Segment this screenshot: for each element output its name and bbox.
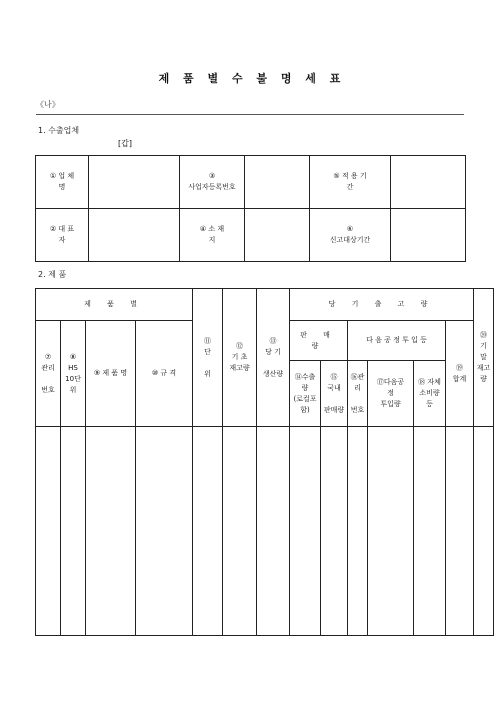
body-cell[interactable] [446, 427, 474, 636]
business-reg-value[interactable] [245, 156, 310, 209]
body-cell[interactable] [257, 427, 290, 636]
exporter-table [35, 155, 466, 262]
section-gap-label: [갑] [118, 139, 132, 148]
section-product-heading: 2. 제 품 [38, 270, 67, 279]
divider [36, 114, 464, 115]
unit-header: ⑪ 단 위 [193, 289, 223, 427]
body-cell[interactable] [414, 427, 446, 636]
company-name-label: ① 업 체 명 [36, 156, 89, 209]
body-cell[interactable] [474, 427, 494, 636]
form-tag: 《나》 [36, 100, 60, 109]
address-value[interactable] [245, 209, 310, 262]
product-name-header: ⑨ 제 품 명 [86, 321, 136, 427]
self-consumption-header: ⑱ 자체 소비량 등 [414, 361, 446, 427]
business-reg-label: ③ 사업자등록번호 [180, 156, 245, 209]
body-cell[interactable] [290, 427, 321, 636]
next-process-input-header: ⑰다음공 정 투입량 [368, 361, 414, 427]
period-value[interactable] [391, 156, 466, 209]
by-product-header: 제 품 별 [36, 289, 193, 321]
address-label: ④ 소 재 지 [180, 209, 245, 262]
body-cell[interactable] [348, 427, 368, 636]
production-header: ⑬ 당 기 생산량 [257, 289, 290, 427]
management-no2-header: ⑯관 리 번호 [348, 361, 368, 427]
management-no-header: ⑦ 관리 번호 [36, 321, 61, 427]
closing-stock-header: ⑳ 기 말 재고 량 [474, 289, 494, 427]
sales-header: 판 매 량 [290, 321, 348, 361]
body-cell[interactable] [223, 427, 257, 636]
opening-stock-header: ⑫ 기 초 재고량 [223, 289, 257, 427]
representative-value[interactable] [89, 209, 180, 262]
body-cell[interactable] [368, 427, 414, 636]
period-label: ⑤ 적 용 기 간 [310, 156, 391, 209]
spec-header: ⑩ 규 격 [136, 321, 193, 427]
body-cell[interactable] [136, 427, 193, 636]
current-shipment-header: 당 기 출 고 량 [290, 289, 474, 321]
section-exporter-heading: 1. 수출업체 [38, 126, 80, 135]
report-period-label: ⑥ 신고대상기간 [310, 209, 391, 262]
body-cell[interactable] [36, 427, 61, 636]
body-cell[interactable] [61, 427, 86, 636]
representative-label: ② 대 표 자 [36, 209, 89, 262]
page-title: 제 품 별 수 불 명 세 표 [158, 72, 346, 85]
process-input-header: 다 음 공 정 투 입 등 [348, 321, 446, 361]
company-name-value[interactable] [89, 156, 180, 209]
body-cell[interactable] [86, 427, 136, 636]
body-cell[interactable] [193, 427, 223, 636]
hs-code-header: ⑧ HS 10단 위 [61, 321, 86, 427]
total-header: ⑲ 합계 [446, 321, 474, 427]
export-qty-header: ⑭수출 량 (로컬포 함) [290, 361, 321, 427]
domestic-sales-header: ⑮ 국내 판매량 [321, 361, 348, 427]
report-period-value[interactable] [391, 209, 466, 262]
body-cell[interactable] [321, 427, 348, 636]
product-table [35, 288, 494, 636]
